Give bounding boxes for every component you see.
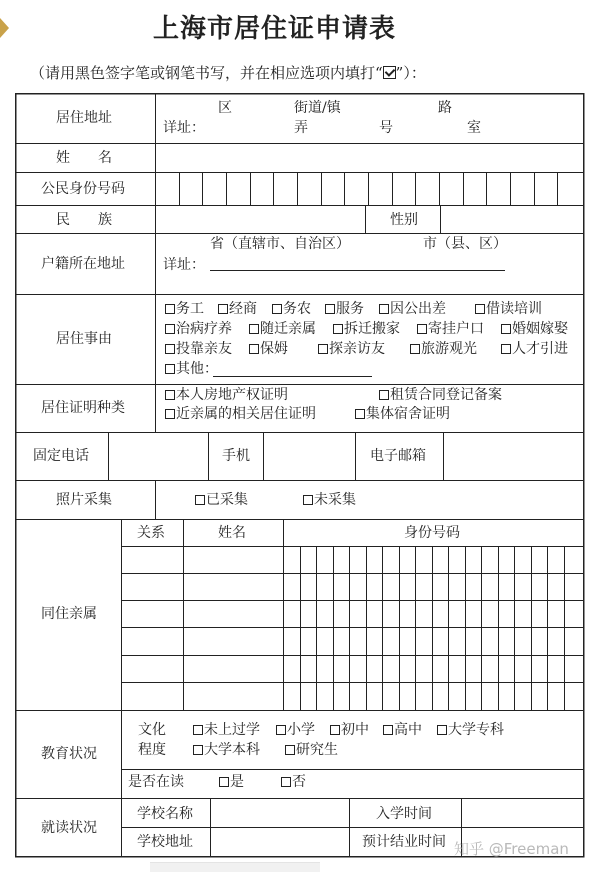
proof-option[interactable]: 近亲属的相关居住证明 <box>165 406 316 422</box>
instruction-text: （请用黑色签字笔或钢笔书写，并在相应选项内填打“ ”）： <box>30 64 426 82</box>
relation-header: 关系 <box>137 525 165 541</box>
study-status-label: 就读状况 <box>41 820 97 836</box>
education-option[interactable]: 未上过学 <box>193 722 260 738</box>
mobile-field[interactable] <box>264 433 355 480</box>
education-option[interactable]: 高中 <box>383 722 422 738</box>
enroll-time-label: 入学时间 <box>376 806 432 822</box>
education-option[interactable]: 初中 <box>330 722 369 738</box>
studying-option[interactable]: 是 <box>219 774 244 790</box>
landline-field[interactable] <box>109 433 208 480</box>
studying-label: 是否在读 <box>128 774 184 790</box>
residence-address-label: 居住地址 <box>56 110 112 126</box>
detail-label: 详址： <box>163 120 205 136</box>
reason-option[interactable]: 旅游观光 <box>410 341 477 357</box>
household-detail-label: 详址： <box>163 257 205 273</box>
reason-option[interactable]: 人才引进 <box>501 341 568 357</box>
email-field[interactable] <box>444 433 583 480</box>
form-title: 上海市居住证申请表 <box>153 14 397 44</box>
school-address-label: 学校地址 <box>137 834 193 850</box>
email-label: 电子邮箱 <box>370 448 426 464</box>
education-option[interactable]: 大学专科 <box>437 722 504 738</box>
road-label: 路 <box>438 100 452 116</box>
id-number-label: 公民身份号码 <box>41 181 125 197</box>
reason-option[interactable]: 随迁亲属 <box>249 321 316 337</box>
reason-option-other[interactable]: 其他： <box>165 361 218 377</box>
reason-option[interactable]: 保姆 <box>249 341 288 357</box>
reason-option[interactable]: 投靠亲友 <box>165 341 232 357</box>
degree-label: 程度 <box>138 742 166 758</box>
reason-option[interactable]: 寄挂户口 <box>417 321 484 337</box>
reason-option[interactable]: 务工 <box>165 301 204 317</box>
education-option[interactable]: 小学 <box>276 722 315 738</box>
mobile-label: 手机 <box>222 448 250 464</box>
reason-option[interactable]: 婚姻嫁娶 <box>501 321 568 337</box>
graduation-time-label: 预计结业时间 <box>362 834 446 850</box>
ethnicity-label: 民 族 <box>56 212 112 228</box>
cohab-name-header: 姓名 <box>218 525 246 541</box>
province-label: 省（直辖市、自治区） <box>210 236 350 252</box>
culture-label: 文化 <box>138 722 166 738</box>
reason-option[interactable]: 服务 <box>325 301 364 317</box>
education-option[interactable]: 大学本科 <box>193 742 260 758</box>
name-label: 姓 名 <box>56 150 112 166</box>
number-label: 号 <box>379 120 393 136</box>
landline-label: 固定电话 <box>33 448 89 464</box>
education-label: 教育状况 <box>41 746 97 762</box>
photo-option[interactable]: 已采集 <box>195 492 248 508</box>
photo-label: 照片采集 <box>56 492 112 508</box>
studying-option[interactable]: 否 <box>281 774 306 790</box>
reason-option[interactable]: 探亲访友 <box>318 341 385 357</box>
reason-option[interactable]: 务农 <box>272 301 311 317</box>
proof-type-label: 居住证明种类 <box>41 400 125 416</box>
street-label: 街道/镇 <box>294 100 341 116</box>
gender-field[interactable] <box>441 206 583 233</box>
lane-label: 弄 <box>294 120 308 136</box>
reason-option[interactable]: 治病疗养 <box>165 321 232 337</box>
reason-option[interactable]: 借读培训 <box>475 301 542 317</box>
proof-option[interactable]: 租赁合同登记备案 <box>379 387 502 403</box>
name-field[interactable] <box>156 144 583 172</box>
residence-reason-label: 居住事由 <box>56 331 112 347</box>
gender-label: 性别 <box>390 212 418 228</box>
reason-option[interactable]: 经商 <box>218 301 257 317</box>
id-number-field[interactable] <box>156 173 583 205</box>
proof-option[interactable]: 集体宿舍证明 <box>355 406 450 422</box>
district-label: 区 <box>218 100 232 116</box>
reason-option[interactable]: 拆迁搬家 <box>333 321 400 337</box>
bottom-strip <box>150 862 320 872</box>
cohab-id-header: 身份号码 <box>404 525 460 541</box>
reason-option[interactable]: 因公出差 <box>379 301 446 317</box>
cohabitants-label: 同住亲属 <box>41 606 97 622</box>
city-label: 市（县、区） <box>423 236 507 252</box>
room-label: 室 <box>467 120 481 136</box>
education-option[interactable]: 研究生 <box>285 742 338 758</box>
watermark: 知乎 @Freeman <box>454 840 569 858</box>
proof-option[interactable]: 本人房地产权证明 <box>165 387 288 403</box>
ethnicity-field[interactable] <box>156 206 365 233</box>
school-name-label: 学校名称 <box>137 806 193 822</box>
photo-option[interactable]: 未采集 <box>303 492 356 508</box>
household-address-label: 户籍所在地址 <box>41 256 125 272</box>
